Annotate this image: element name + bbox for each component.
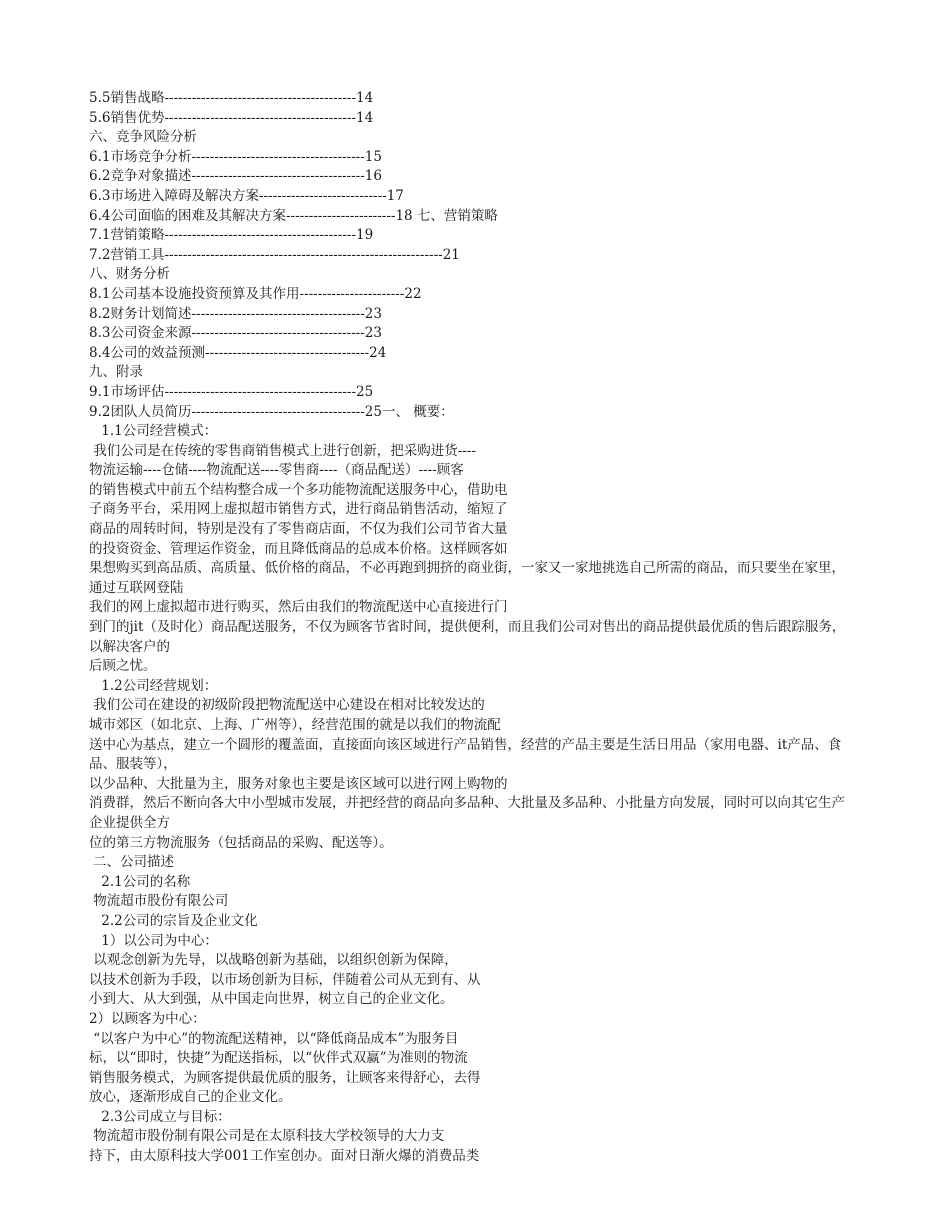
toc-line: 6.3市场进入障碍及解决方案----------------------------17 <box>89 187 404 204</box>
section-heading: 1.2公司经营规划： <box>97 677 218 694</box>
document-page <box>89 89 854 1167</box>
body-line: 消费群，然后不断向各大中小型城市发展，并把经营的商品向多品种、大批量及多品种、小批量方向发展，同时可以向其它生产企业提供全方 <box>89 795 845 831</box>
body-line: 销售服务模式，为顾客提供最优质的服务，让顾客来得舒心，去得 <box>89 1069 481 1086</box>
toc-line: 7.2营销工具-------------------------------------------------------------21 <box>89 246 460 263</box>
body-line: 送中心为基点，建立一个圆形的覆盖面，直接面向该区域进行产品销售，经营的产品主要是生活日用品（家用电器、it产品、食品、服装等）， <box>89 736 842 773</box>
body-line: 以少品种、大批量为主，服务对象也主要是该区域可以进行网上购物的 <box>89 775 508 792</box>
body-line: 我们公司在建设的初级阶段把物流配送中心建设在相对比较发达的 <box>89 697 485 714</box>
body-line: 果想购买到高品质、高质量、低价格的商品，不必再跑到拥挤的商业街，一家又一家地挑选自己所需的商品，而只要坐在家里，通过互联网登陆 <box>89 560 845 596</box>
body-line: 后顾之忧。 <box>89 658 157 675</box>
toc-heading: 九、附录 <box>89 364 143 381</box>
toc-line: 9.1市场评估------------------------------------------25 <box>89 383 374 400</box>
body-line: “以客户为中心”的物流配送精神，以“降低商品成本”为服务目 <box>89 1030 459 1047</box>
toc-line: 5.5销售战略------------------------------------------14 <box>89 90 374 106</box>
toc-heading: 六、竞争风险分析 <box>89 129 197 146</box>
body-line: 城市郊区（如北京、上海、广州等），经营范围的就是以我们的物流配 <box>89 717 501 733</box>
toc-line: 9.2团队人员简历--------------------------------------25一、 概要： <box>89 403 454 420</box>
body-line: 持下，由太原科技大学001工作室创办。面对日渐火爆的消费品类 <box>89 1148 480 1165</box>
section-heading: 2.3公司成立与目标： <box>97 1108 231 1125</box>
body-line: 位的第三方物流服务（包括商品的采购、配送等）。 <box>89 834 393 851</box>
body-line: 物流运输----仓储----物流配送----零售商----（商品配送）----顾客 <box>89 462 464 479</box>
section-heading: 1.1公司经营模式： <box>97 423 218 440</box>
toc-heading: 八、财务分析 <box>89 266 170 283</box>
toc-line: 6.1市场竞争分析--------------------------------------15 <box>89 148 382 165</box>
toc-line: 8.1公司基本设施投资预算及其作用-----------------------22 <box>89 285 422 302</box>
body-line: 物流超市股份制有限公司是在太原科技大学校领导的大力支 <box>89 1128 445 1145</box>
body-line: 的投资资金、管理运作资金，而且降低商品的总成本价格。这样顾客如 <box>89 540 508 557</box>
toc-line: 7.1营销策略------------------------------------------19 <box>89 227 374 244</box>
body-line: 的销售模式中前五个结构整合成一个多功能物流配送服务中心，借助电 <box>89 481 508 498</box>
body-line: 以观念创新为先导，以战略创新为基础，以组织创新为保障， <box>89 952 458 969</box>
toc-line: 8.4公司的效益预测------------------------------------24 <box>89 344 387 361</box>
section-heading: 2.2公司的宗旨及企业文化 <box>97 912 258 929</box>
body-line: 标，以“即时，快捷”为配送指标，以“伙伴式双赢”为准则的物流 <box>89 1050 468 1067</box>
toc-line: 6.4公司面临的困难及其解决方案------------------------18 七、营销策略 <box>89 207 498 224</box>
table-of-contents <box>89 89 854 422</box>
body-line: 到门的jit（及时化）商品配送服务，不仅为顾客节省时间，提供便利，而且我们公司对售出的商品提供最优质的售后跟踪服务，以解决客户的 <box>89 619 846 655</box>
body-line: 放心，逐渐形成自己的企业文化。 <box>89 1089 292 1106</box>
subsection-heading: 1）以公司为中心： <box>97 932 218 949</box>
body-line: 我们公司是在传统的零售商销售模式上进行创新，把采购进货---- <box>89 442 477 459</box>
body-line: 商品的周转时间，特别是没有了零售商店面，不仅为我们公司节省大量 <box>89 521 508 538</box>
body-line: 子商务平台，采用网上虚拟超市销售方式，进行商品销售活动，缩短了 <box>89 501 508 518</box>
toc-line: 8.3公司资金来源--------------------------------------23 <box>89 325 382 342</box>
document-body <box>89 422 854 1167</box>
toc-line: 5.6销售优势------------------------------------------14 <box>89 109 374 126</box>
chapter-heading: 二、公司描述 <box>93 854 174 871</box>
toc-line: 8.2财务计划简述--------------------------------------23 <box>89 305 382 322</box>
body-line: 以技术创新为手段，以市场创新为目标，伴随着公司从无到有、从 <box>89 971 481 988</box>
body-line: 我们的网上虚拟超市进行购买，然后由我们的物流配送中心直接进行门 <box>89 599 508 616</box>
body-line: 小到大、从大到强，从中国走向世界，树立自己的企业文化。 <box>89 991 454 1008</box>
subsection-heading: 2）以顾客为中心： <box>89 1010 206 1027</box>
body-line: 物流超市股份有限公司 <box>89 893 229 910</box>
section-heading: 2.1公司的名称 <box>97 873 191 890</box>
toc-line: 6.2竞争对象描述--------------------------------------16 <box>89 168 382 185</box>
